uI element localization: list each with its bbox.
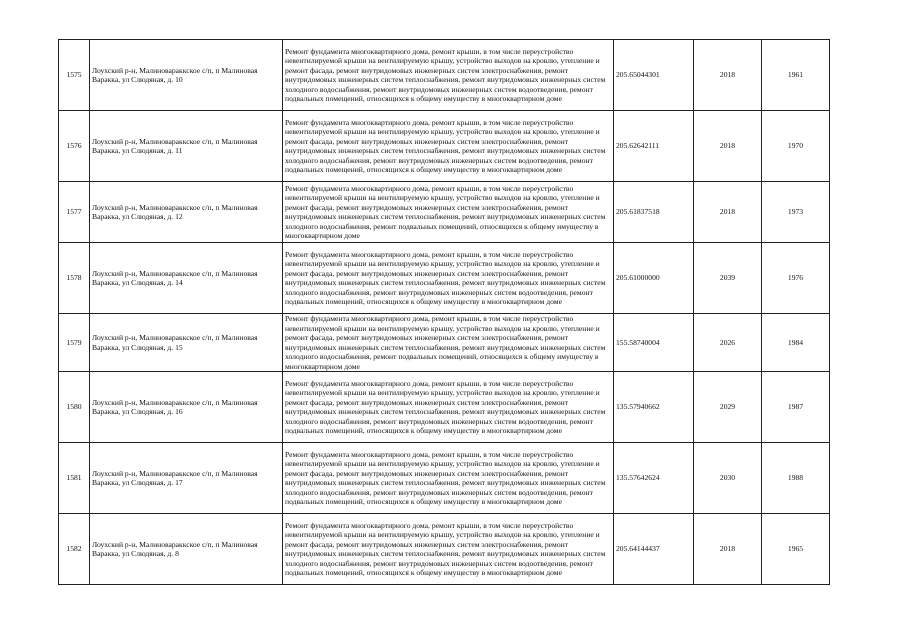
cost-cell: 205.65044301 [614,40,694,111]
build-year-cell: 1976 [762,243,830,314]
table-row [59,40,830,111]
address-cell: Лоухский р-н, Малиновараккское с/п, п Малиновая Варакка, ул Слюдяная, д. 10 [90,40,283,111]
row-number: 1580 [59,372,90,443]
table-row [59,111,830,182]
works-cell: Ремонт фундамента многоквартирного дома, ремонт крыши, в том числе переустройство невентилируемой крыши на вентилируемую крышу, устройство выходов на кровлю, утепление и ремонт фасада, ремонт внутридомовых инженерных систем электроснабжения, ремонт внутридомовых инженерных систем теплоснабжения, ремонт внутридомовых инженерных систем холодного водоснабжения, ремонт внутридомовых инженерных систем водоотведения, ремонт подвальных помещений, относящихся к общему имуществу в многоквартирном доме [283,111,614,182]
row-number: 1576 [59,111,90,182]
cost-cell: 205.61837518 [614,182,694,243]
build-year-cell: 1987 [762,372,830,443]
table-row [59,443,830,514]
address-cell: Лоухский р-н, Малиновараккское с/п, п Малиновая Варакка, ул Слюдяная, д. 8 [90,514,283,585]
works-cell: Ремонт фундамента многоквартирного дома, ремонт крыши, в том числе переустройство невентилируемой крыши на вентилируемую крышу, устройство выходов на кровлю, утепление и ремонт фасада, ремонт внутридомовых инженерных систем электроснабжения, ремонт внутридомовых инженерных систем теплоснабжения, ремонт внутридомовых инженерных систем холодного водоснабжения, ремонт подвальных помещений, относящихся к общему имуществу в многоквартирном доме [283,314,614,372]
planned-year-cell: 2030 [694,443,762,514]
repair-program-table [58,39,830,585]
works-cell: Ремонт фундамента многоквартирного дома, ремонт крыши, в том числе переустройство невентилируемой крыши на вентилируемую крышу, устройство выходов на кровлю, утепление и ремонт фасада, ремонт внутридомовых инженерных систем электроснабжения, ремонт внутридомовых инженерных систем теплоснабжения, ремонт внутридомовых инженерных систем холодного водоснабжения, ремонт внутридомовых инженерных систем водоотведения, ремонт подвальных помещений, относящихся к общему имуществу в многоквартирном доме [283,243,614,314]
planned-year-cell: 2026 [694,314,762,372]
address-cell: Лоухский р-н, Малиновараккское с/п, п Малиновая Варакка, ул Слюдяная, д. 12 [90,182,283,243]
table-row [59,514,830,585]
address-cell: Лоухский р-н, Малиновараккское с/п, п Малиновая Варакка, ул Слюдяная, д. 15 [90,314,283,372]
works-cell: Ремонт фундамента многоквартирного дома, ремонт крыши, в том числе переустройство невентилируемой крыши на вентилируемую крышу, устройство выходов на кровлю, утепление и ремонт фасада, ремонт внутридомовых инженерных систем электроснабжения, ремонт внутридомовых инженерных систем теплоснабжения, ремонт внутридомовых инженерных систем холодного водоснабжения, ремонт внутридомовых инженерных систем водоотведения, ремонт подвальных помещений, относящихся к общему имуществу в многоквартирном доме [283,40,614,111]
works-cell: Ремонт фундамента многоквартирного дома, ремонт крыши, в том числе переустройство невентилируемой крыши на вентилируемую крышу, устройство выходов на кровлю, утепление и ремонт фасада, ремонт внутридомовых инженерных систем электроснабжения, ремонт внутридомовых инженерных систем теплоснабжения, ремонт внутридомовых инженерных систем холодного водоснабжения, ремонт подвальных помещений, относящихся к общему имуществу в многоквартирном доме [283,182,614,243]
build-year-cell: 1970 [762,111,830,182]
planned-year-cell: 2018 [694,111,762,182]
planned-year-cell: 2018 [694,182,762,243]
planned-year-cell: 2018 [694,514,762,585]
table-row [59,243,830,314]
table-row [59,182,830,243]
address-cell: Лоухский р-н, Малиновараккское с/п, п Малиновая Варакка, ул Слюдяная, д. 11 [90,111,283,182]
row-number: 1575 [59,40,90,111]
cost-cell: 135.57940662 [614,372,694,443]
table-row [59,372,830,443]
planned-year-cell: 2029 [694,372,762,443]
row-number: 1577 [59,182,90,243]
cost-cell: 205.61000000 [614,243,694,314]
works-cell: Ремонт фундамента многоквартирного дома, ремонт крыши, в том числе переустройство невентилируемой крыши на вентилируемую крышу, устройство выходов на кровлю, утепление и ремонт фасада, ремонт внутридомовых инженерных систем электроснабжения, ремонт внутридомовых инженерных систем теплоснабжения, ремонт внутридомовых инженерных систем холодного водоснабжения, ремонт внутридомовых инженерных систем водоотведения, ремонт подвальных помещений, относящихся к общему имуществу в многоквартирном доме [283,514,614,585]
cost-cell: 135.57642624 [614,443,694,514]
planned-year-cell: 2039 [694,243,762,314]
cost-cell: 155.58740004 [614,314,694,372]
address-cell: Лоухский р-н, Малиновараккское с/п, п Малиновая Варакка, ул Слюдяная, д. 17 [90,443,283,514]
address-cell: Лоухский р-н, Малиновараккское с/п, п Малиновая Варакка, ул Слюдяная, д. 16 [90,372,283,443]
row-number: 1578 [59,243,90,314]
address-cell: Лоухский р-н, Малиновараккское с/п, п Малиновая Варакка, ул Слюдяная, д. 14 [90,243,283,314]
works-cell: Ремонт фундамента многоквартирного дома, ремонт крыши, в том числе переустройство невентилируемой крыши на вентилируемую крышу, устройство выходов на кровлю, утепление и ремонт фасада, ремонт внутридомовых инженерных систем электроснабжения, ремонт внутридомовых инженерных систем теплоснабжения, ремонт внутридомовых инженерных систем холодного водоснабжения, ремонт внутридомовых инженерных систем водоотведения, ремонт подвальных помещений, относящихся к общему имуществу в многоквартирном доме [283,443,614,514]
planned-year-cell: 2018 [694,40,762,111]
build-year-cell: 1961 [762,40,830,111]
build-year-cell: 1988 [762,443,830,514]
row-number: 1581 [59,443,90,514]
row-number: 1579 [59,314,90,372]
build-year-cell: 1973 [762,182,830,243]
works-cell: Ремонт фундамента многоквартирного дома, ремонт крыши, в том числе переустройство невентилируемой крыши на вентилируемую крышу, устройство выходов на кровлю, утепление и ремонт фасада, ремонт внутридомовых инженерных систем электроснабжения, ремонт внутридомовых инженерных систем теплоснабжения, ремонт внутридомовых инженерных систем холодного водоснабжения, ремонт внутридомовых инженерных систем водоотведения, ремонт подвальных помещений, относящихся к общему имуществу в многоквартирном доме [283,372,614,443]
table-row [59,314,830,372]
row-number: 1582 [59,514,90,585]
cost-cell: 205.62642111 [614,111,694,182]
build-year-cell: 1984 [762,314,830,372]
build-year-cell: 1965 [762,514,830,585]
cost-cell: 205.64144437 [614,514,694,585]
